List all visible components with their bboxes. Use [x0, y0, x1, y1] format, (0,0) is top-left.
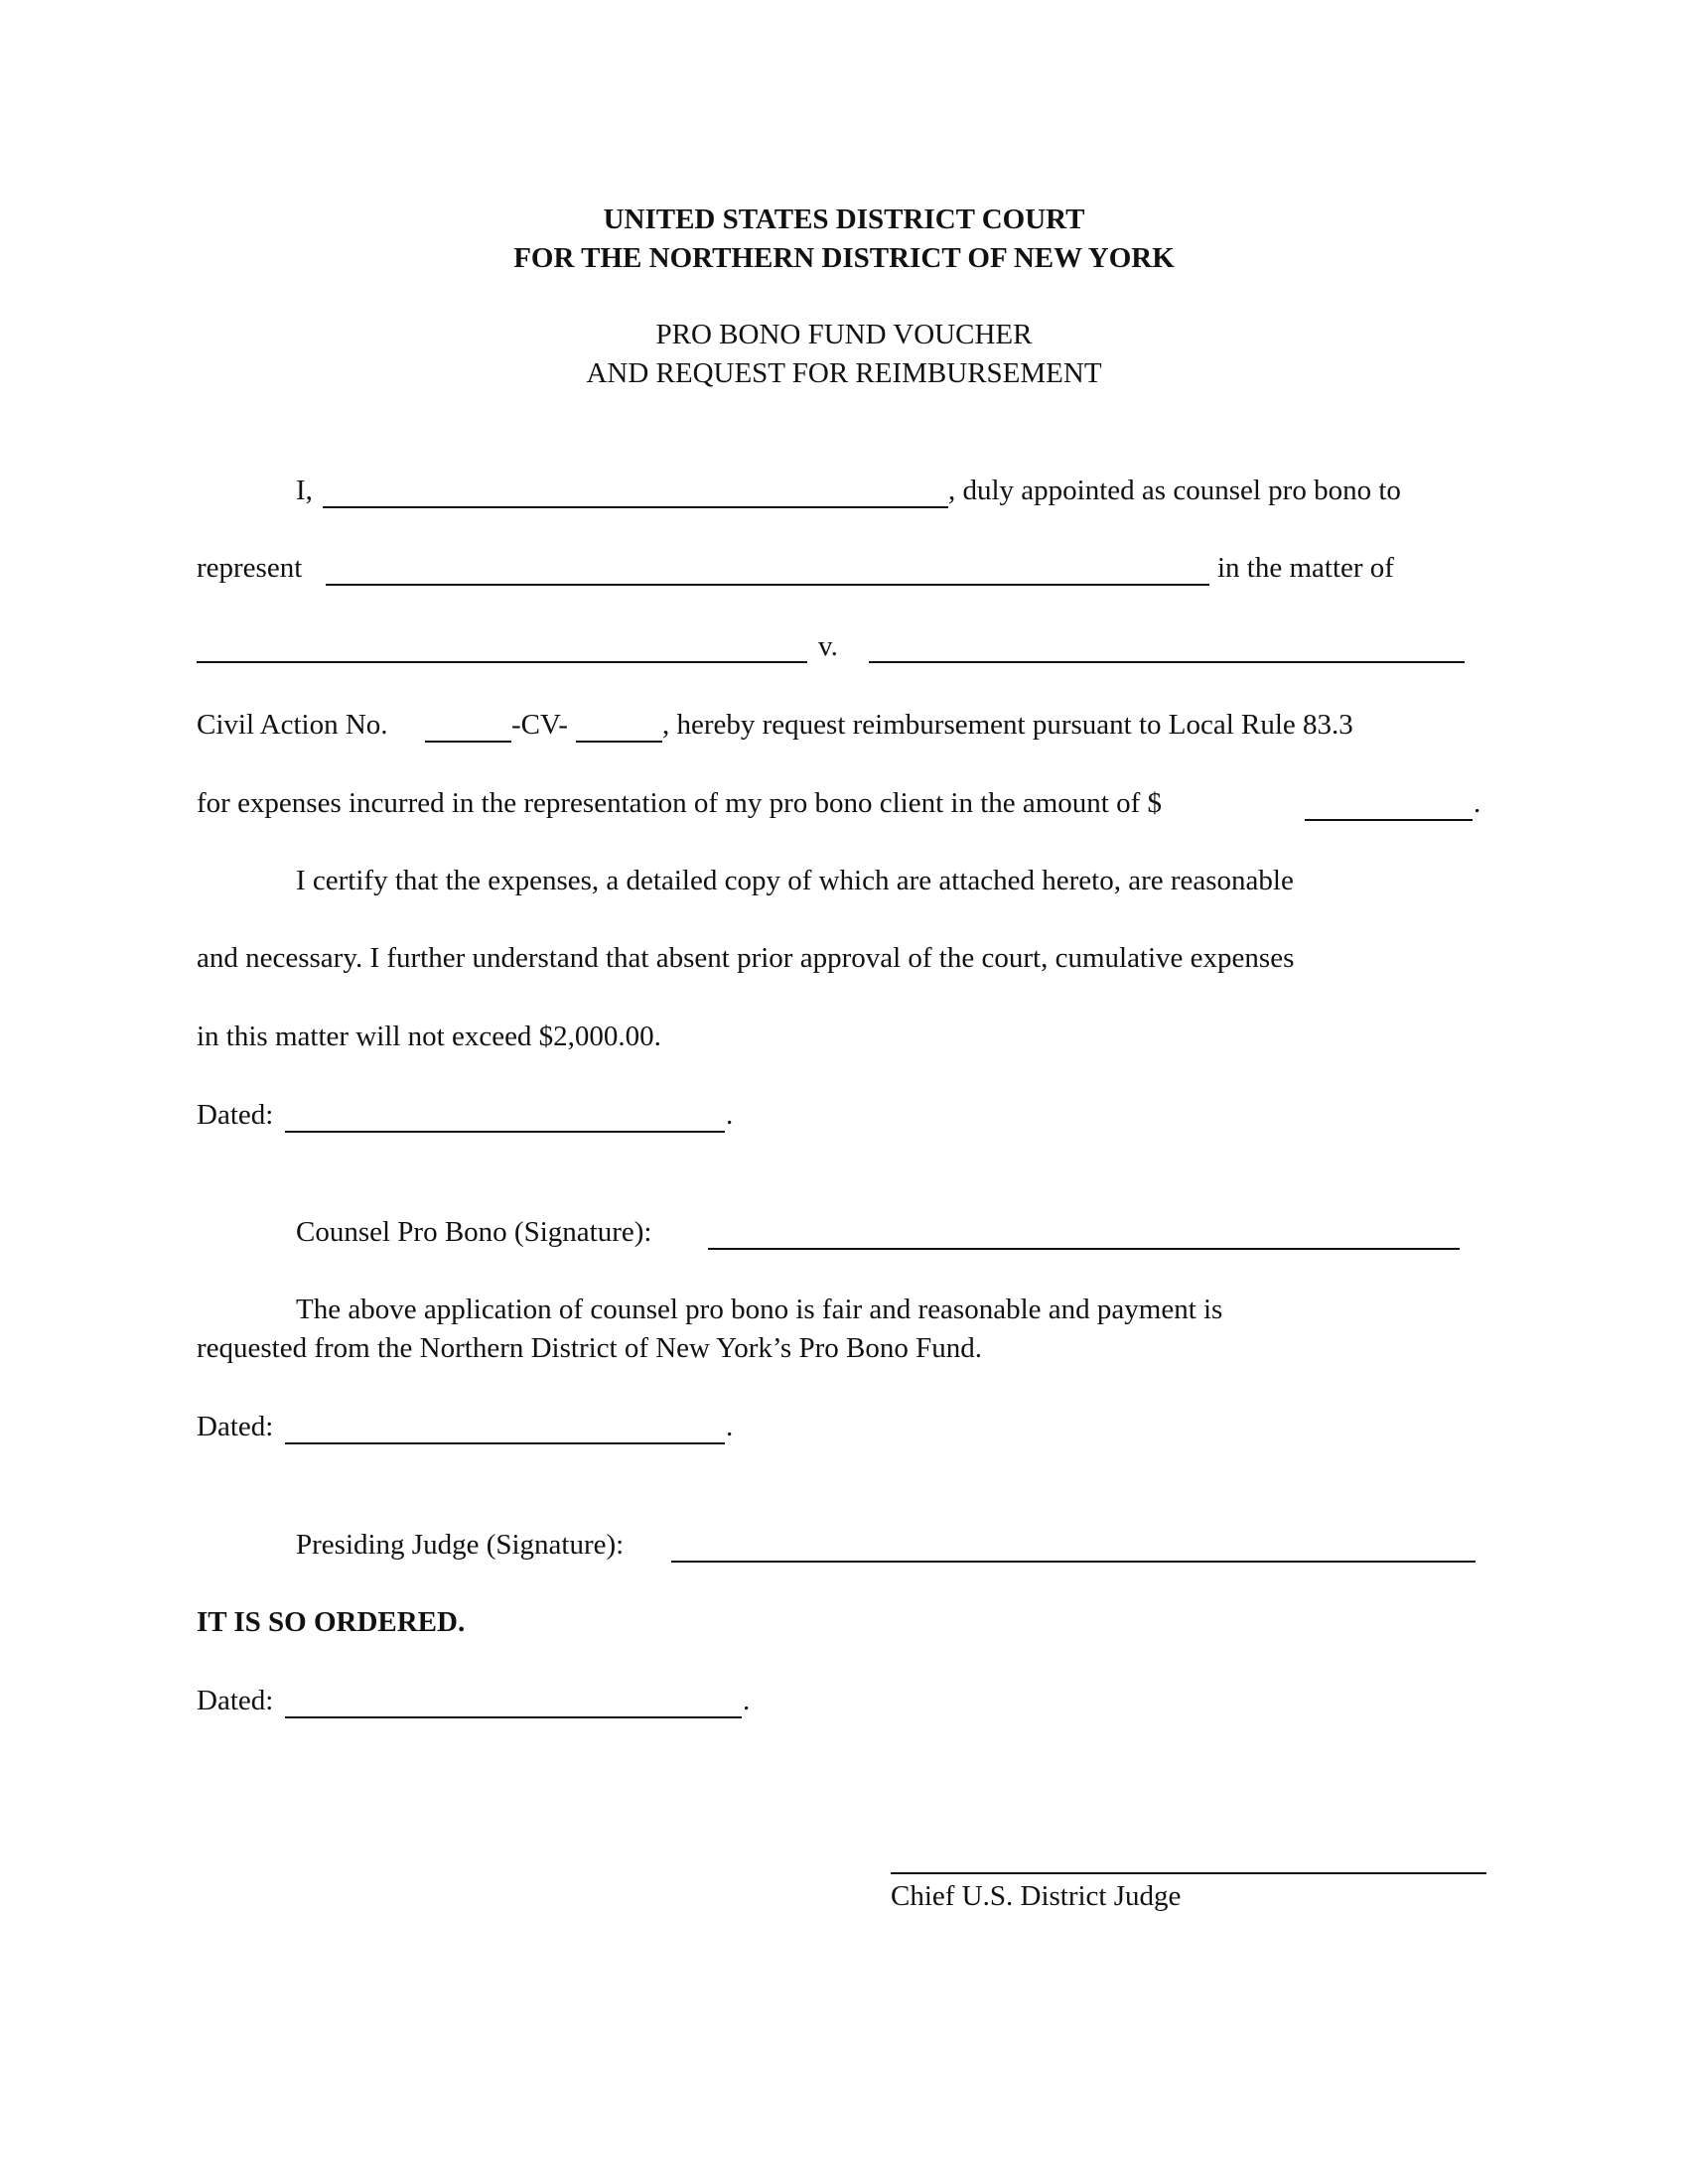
client-name-field[interactable]	[326, 584, 1209, 586]
counsel-name-field[interactable]	[323, 506, 948, 508]
approval-line-2: requested from the Northern District of New York’s Pro Bono Fund.	[197, 1332, 982, 1364]
text-period: .	[1474, 787, 1481, 819]
judge-signature-field[interactable]	[671, 1561, 1476, 1563]
text-duly-appointed: , duly appointed as counsel pro bono to	[948, 475, 1401, 506]
dated-label: Dated:	[197, 1099, 274, 1131]
text-civil-action-no: Civil Action No.	[197, 709, 388, 741]
text-represent: represent	[197, 552, 303, 584]
civil-action-number-field[interactable]	[576, 741, 662, 743]
court-name: UNITED STATES DISTRICT COURT	[603, 204, 1085, 235]
judge-signature-label: Presiding Judge (Signature):	[296, 1529, 625, 1561]
defendant-field[interactable]	[869, 661, 1465, 663]
certify-line-1: I certify that the expenses, a detailed copy of which are attached hereto, are reasonable	[296, 865, 1294, 896]
dated-label: Dated:	[197, 1685, 274, 1716]
amount-field[interactable]	[1305, 819, 1473, 821]
text-hereby-request: , hereby request reimbursement pursuant to Local Rule 83.3	[662, 709, 1353, 741]
approval-line-1: The above application of counsel pro bono is fair and reasonable and payment is	[296, 1294, 1223, 1325]
text-i: I,	[296, 475, 313, 506]
order-date-field[interactable]	[285, 1716, 742, 1718]
plaintiff-field[interactable]	[197, 661, 807, 663]
counsel-signature-field[interactable]	[708, 1248, 1460, 1250]
dated-label: Dated:	[197, 1411, 274, 1442]
court-district: FOR THE NORTHERN DISTRICT OF NEW YORK	[513, 242, 1175, 274]
certify-line-2: and necessary. I further understand that absent prior approval of the court, cumulative expenses	[197, 942, 1295, 974]
text-versus: v.	[818, 630, 838, 662]
civil-action-year-field[interactable]	[425, 741, 511, 743]
form-title: PRO BONO FUND VOUCHER	[655, 319, 1033, 350]
text-in-the-matter: in the matter of	[1217, 552, 1394, 584]
counsel-date-field[interactable]	[285, 1131, 725, 1133]
so-ordered: IT IS SO ORDERED.	[197, 1606, 466, 1638]
counsel-signature-label: Counsel Pro Bono (Signature):	[296, 1216, 652, 1248]
text-period: .	[726, 1411, 734, 1442]
chief-judge-label: Chief U.S. District Judge	[891, 1880, 1182, 1912]
text-period: .	[726, 1099, 734, 1131]
form-subtitle: AND REQUEST FOR REIMBURSEMENT	[586, 357, 1102, 389]
judge-date-field[interactable]	[285, 1442, 725, 1444]
chief-judge-signature-field[interactable]	[891, 1872, 1486, 1874]
text-cv: -CV-	[511, 709, 568, 741]
certify-line-3: in this matter will not exceed $2,000.00.	[197, 1021, 661, 1052]
text-period: .	[743, 1685, 751, 1716]
text-expenses-incurred: for expenses incurred in the representation of my pro bono client in the amount of $	[197, 787, 1163, 819]
